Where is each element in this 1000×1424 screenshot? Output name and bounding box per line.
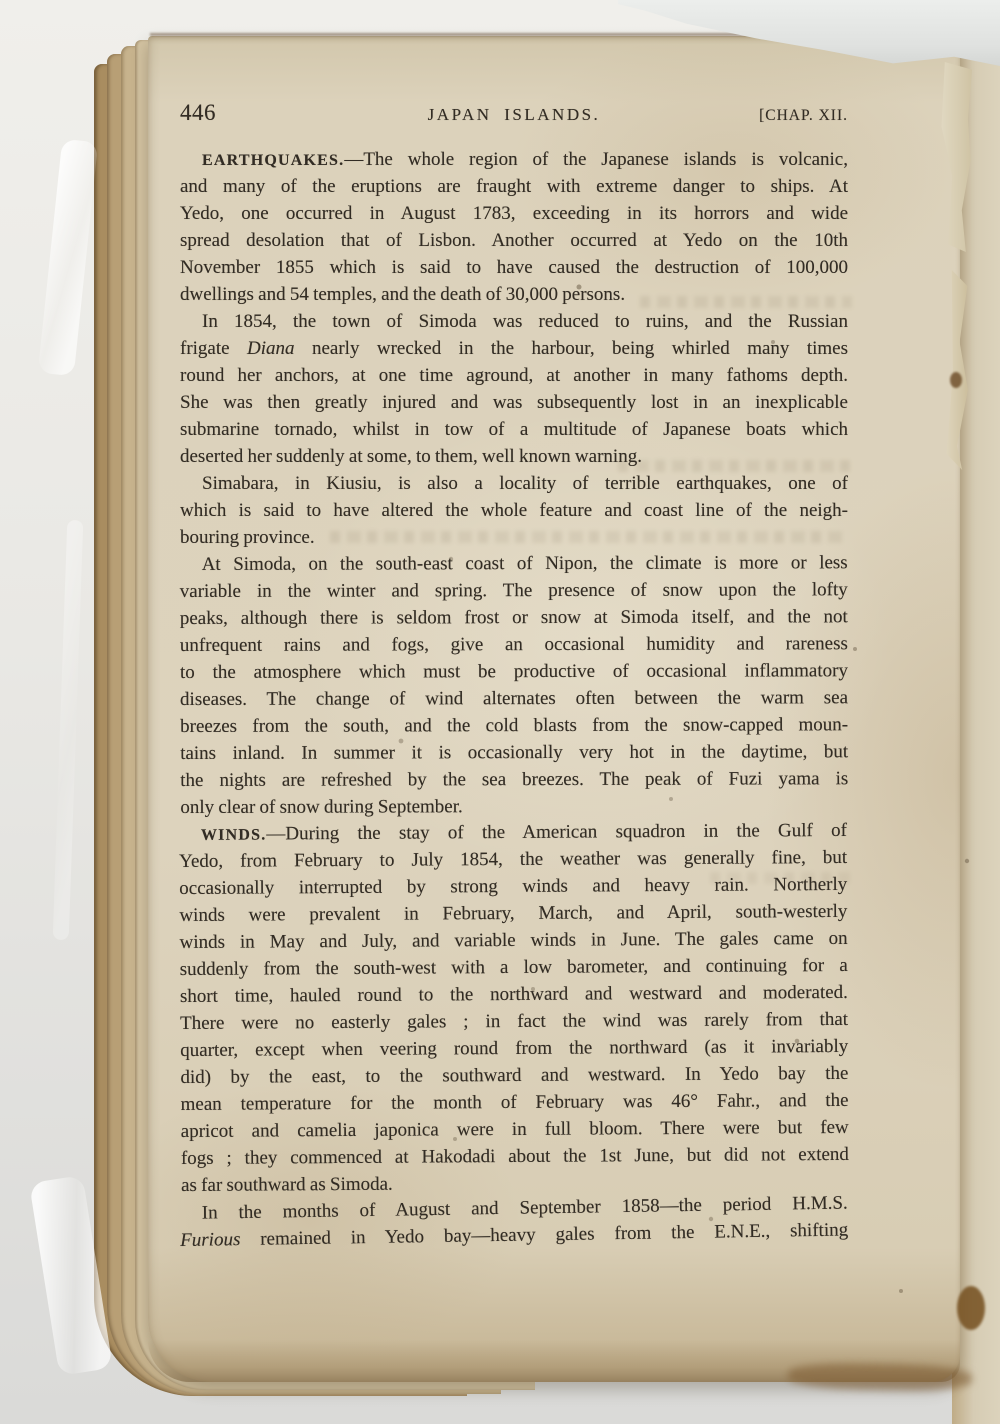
- text-line: frigate Diana nearly wrecked in the harbour, being whirled many times: [180, 338, 849, 359]
- text-line: Yedo, from February to July 1854, the weather was generally fine, but: [179, 846, 848, 873]
- text-line: diseases. The change of wind alternates often between the warm sea: [180, 687, 849, 710]
- text-line: bouring province.: [180, 527, 315, 548]
- text-line: suddenly from the south-west with a low barometer, and continuing for a: [179, 954, 848, 981]
- text-line: only clear of snow during September.: [180, 796, 463, 818]
- paragraph: [180, 1190, 849, 1254]
- text-line: There were no easterly gales ; in fact the wind was rarely from that: [180, 1008, 849, 1034]
- page-number: 446: [180, 100, 216, 125]
- paragraph: [180, 308, 848, 470]
- text-line: Simabara, in Kiusiu, is also a locality of terrible earthquakes, one of: [202, 473, 848, 494]
- text-line: peaks, although there is seldom frost or snow at Simoda itself, and the not: [179, 606, 848, 630]
- text-line: breezes from the south, and the cold blasts from the snow-capped moun-: [180, 714, 849, 737]
- text-line: and many of the eruptions are fraught with extreme danger to ships. At: [180, 176, 848, 197]
- text-line: quarter, except when veering round from the northward (as it invariably: [180, 1035, 849, 1061]
- text-line: dwellings and 54 temples, and the death of 30,000 persons.: [180, 284, 626, 305]
- text-line: short time, hauled round to the northward and westward and moderated.: [179, 981, 848, 1008]
- text-line: winds were prevalent in February, March, and April, south-westerly: [179, 900, 848, 927]
- paragraph: [180, 470, 848, 551]
- italic-text: Diana: [247, 338, 295, 359]
- text-line: as far southward as Simoda.: [181, 1173, 393, 1196]
- text-line: At Simoda, on the south-east coast of Nipon, the climate is more or less: [201, 552, 848, 575]
- text-line: variable in the winter and spring. The presence of snow upon the lofty: [179, 579, 848, 603]
- text-line: Yedo, one occurred in August 1783, exceeding in its horrors and wide: [180, 203, 848, 224]
- text-line: fogs ; they commenced at Hakodadi about the 1st June, but did not extend: [180, 1143, 849, 1169]
- plastic-sleeve-glint: [38, 139, 98, 376]
- text-line: apricot and camelia japonica were in full bloom. There were but few: [180, 1116, 849, 1142]
- running-title: JAPAN ISLANDS.: [427, 105, 601, 124]
- text-line: EARTHQUAKES.—The whole region of the Japanese islands is volcanic,: [202, 149, 848, 170]
- ink-stain: [950, 372, 962, 388]
- text-line: to the atmosphere which must be productive of occasional inflammatory: [179, 660, 848, 683]
- paragraph: [180, 146, 848, 308]
- text-line: deserted her suddenly at some, to them, well known warning.: [180, 446, 642, 467]
- running-header: [180, 100, 848, 146]
- text-line: In 1854, the town of Simoda was reduced to ruins, and the Russian: [202, 311, 848, 332]
- text-line: tains inland. In summer it is occasionally very hot in the daytime, but: [180, 741, 849, 764]
- italic-text: Furious: [180, 1229, 241, 1251]
- foxing-specks: [148, 36, 150, 38]
- page-content: [180, 100, 848, 1254]
- paragraph: [180, 549, 849, 821]
- text-line: round her anchors, at one time aground, at another in many fathoms depth.: [180, 365, 848, 386]
- chapter-label: [CHAP. XII.: [759, 107, 848, 124]
- text-block: [180, 146, 848, 1254]
- text-line: the nights are refreshed by the sea breezes. The peak of Fuzi yama is: [180, 768, 849, 791]
- text-line: Furious remained in Yedo bay—heavy gales from the E.N.E., shifting: [180, 1219, 849, 1251]
- text-line: unfrequent rains and fogs, give an occasional humidity and rareness: [179, 633, 848, 657]
- text-line: mean temperature for the month of February was 46° Fahr., and the: [180, 1089, 849, 1115]
- paragraph: [179, 817, 849, 1199]
- text-line: In the months of August and September 1858—the period H.M.S.: [201, 1192, 848, 1224]
- text-line: WINDS.—During the stay of the American squadron in the Gulf of: [200, 819, 847, 845]
- text-line: November 1855 which is said to have caused the destruction of 100,000: [180, 257, 848, 278]
- ink-stain: [957, 1286, 985, 1330]
- paragraph-lead: WINDS.: [200, 826, 267, 844]
- paragraph-lead: EARTHQUAKES.: [202, 152, 345, 169]
- text-line: submarine tornado, whilst in tow of a multitude of Japanese boats which: [180, 419, 848, 440]
- text-line: occasionally interrupted by strong winds and heavy rain. Northerly: [179, 873, 848, 900]
- text-line: which is said to have altered the whole feature and coast line of the neigh-: [180, 500, 848, 521]
- text-line: did) by the east, to the southward and westward. In Yedo bay the: [180, 1062, 849, 1088]
- plastic-sleeve-glint: [53, 520, 84, 940]
- text-line: She was then greatly injured and was subsequently lost in an inexplicable: [180, 392, 848, 413]
- text-line: spread desolation that of Lisbon. Another occurred at Yedo on the 10th: [180, 230, 848, 251]
- text-line: winds in May and July, and variable winds in June. The gales came on: [179, 927, 848, 954]
